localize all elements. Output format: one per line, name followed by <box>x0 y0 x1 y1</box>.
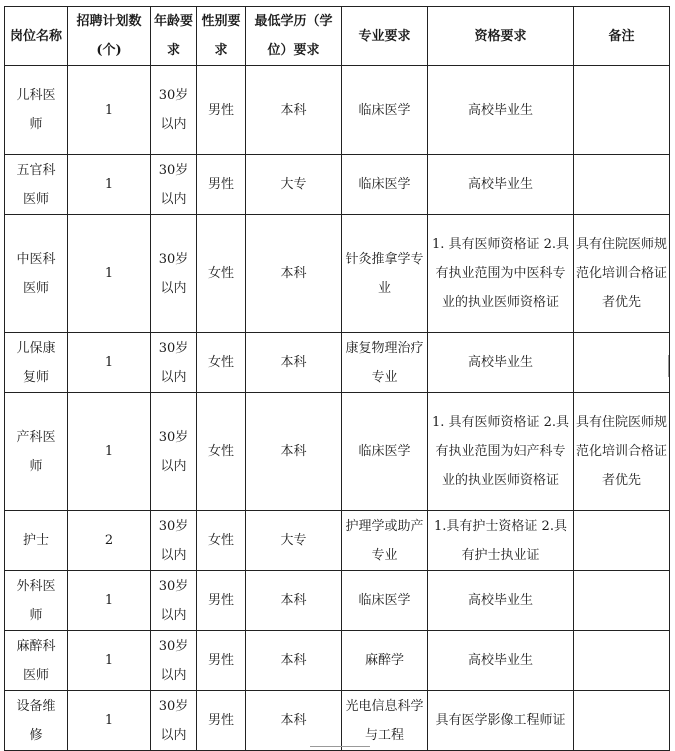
cell-remark: 具有住院医师规范化培训合格证者优先 <box>574 215 670 333</box>
cell-qualification: 1. 具有医师资格证 2.具有执业范围为中医科专业的执业医师资格证 <box>428 215 574 333</box>
table-row <box>5 691 670 751</box>
cell-count: 1 <box>68 571 151 631</box>
cell-education: 本科 <box>246 691 342 751</box>
table-row <box>5 333 670 393</box>
cell-qualification: 高校毕业生 <box>428 631 574 691</box>
cell-education: 本科 <box>246 393 342 511</box>
cell-age: 30岁以内 <box>151 333 197 393</box>
header-age: 年龄要求 <box>151 7 197 66</box>
header-count: 招聘计划数(个) <box>68 7 151 66</box>
cell-gender: 男性 <box>197 66 246 155</box>
cell-position: 中医科医师 <box>5 215 68 333</box>
cell-major: 康复物理治疗专业 <box>342 333 428 393</box>
header-row <box>5 7 670 66</box>
cell-position: 麻醉科医师 <box>5 631 68 691</box>
recruitment-table <box>4 6 670 751</box>
table-row <box>5 571 670 631</box>
cell-position: 儿科医师 <box>5 66 68 155</box>
cell-qualification: 1. 具有医师资格证 2.具有执业范围为妇产科专业的执业医师资格证 <box>428 393 574 511</box>
cell-major: 光电信息科学与工程 <box>342 691 428 751</box>
table-row <box>5 631 670 691</box>
cell-age: 30岁以内 <box>151 691 197 751</box>
table-row <box>5 511 670 571</box>
cell-education: 大专 <box>246 511 342 571</box>
cell-count: 1 <box>68 215 151 333</box>
cell-major: 针灸推拿学专业 <box>342 215 428 333</box>
cell-education: 本科 <box>246 66 342 155</box>
cell-age: 30岁以内 <box>151 215 197 333</box>
cell-qualification: 高校毕业生 <box>428 66 574 155</box>
cell-qualification: 高校毕业生 <box>428 155 574 215</box>
table-row <box>5 155 670 215</box>
cell-count: 1 <box>68 155 151 215</box>
cell-remark <box>574 66 670 155</box>
page-edge-mark <box>668 355 675 377</box>
cell-qualification: 1.具有护士资格证 2.具有护士执业证 <box>428 511 574 571</box>
cell-count: 1 <box>68 631 151 691</box>
cell-education: 本科 <box>246 571 342 631</box>
header-remark: 备注 <box>574 7 670 66</box>
header-major: 专业要求 <box>342 7 428 66</box>
cell-position: 儿保康复师 <box>5 333 68 393</box>
cell-gender: 男性 <box>197 631 246 691</box>
cell-qualification: 高校毕业生 <box>428 333 574 393</box>
header-position: 岗位名称 <box>5 7 68 66</box>
cell-remark <box>574 511 670 571</box>
cell-count: 1 <box>68 66 151 155</box>
table-row <box>5 393 670 511</box>
cell-position: 五官科医师 <box>5 155 68 215</box>
cell-major: 麻醉学 <box>342 631 428 691</box>
cell-remark <box>574 631 670 691</box>
cell-major: 临床医学 <box>342 155 428 215</box>
cell-count: 2 <box>68 511 151 571</box>
cell-gender: 男性 <box>197 691 246 751</box>
cell-count: 1 <box>68 333 151 393</box>
cell-qualification: 高校毕业生 <box>428 571 574 631</box>
cell-education: 本科 <box>246 333 342 393</box>
cell-education: 大专 <box>246 155 342 215</box>
cell-position: 外科医师 <box>5 571 68 631</box>
cell-remark <box>574 571 670 631</box>
cell-age: 30岁以内 <box>151 571 197 631</box>
cell-gender: 女性 <box>197 215 246 333</box>
cell-age: 30岁以内 <box>151 631 197 691</box>
header-education: 最低学历（学位）要求 <box>246 7 342 66</box>
cell-age: 30岁以内 <box>151 66 197 155</box>
cell-remark <box>574 155 670 215</box>
cell-remark <box>574 333 670 393</box>
cell-count: 1 <box>68 393 151 511</box>
cell-gender: 女性 <box>197 393 246 511</box>
cell-remark: 具有住院医师规范化培训合格证者优先 <box>574 393 670 511</box>
cell-position: 设备维修 <box>5 691 68 751</box>
cell-major: 临床医学 <box>342 571 428 631</box>
cell-education: 本科 <box>246 631 342 691</box>
cell-education: 本科 <box>246 215 342 333</box>
cell-qualification: 具有医学影像工程师证 <box>428 691 574 751</box>
cell-gender: 男性 <box>197 155 246 215</box>
cell-major: 护理学或助产专业 <box>342 511 428 571</box>
header-gender: 性别要求 <box>197 7 246 66</box>
cell-age: 30岁以内 <box>151 511 197 571</box>
table-row <box>5 215 670 333</box>
cell-count: 1 <box>68 691 151 751</box>
cell-major: 临床医学 <box>342 66 428 155</box>
cell-major: 临床医学 <box>342 393 428 511</box>
cell-gender: 女性 <box>197 511 246 571</box>
cell-position: 护士 <box>5 511 68 571</box>
cell-age: 30岁以内 <box>151 393 197 511</box>
cell-age: 30岁以内 <box>151 155 197 215</box>
page-bottom-rule <box>310 746 370 747</box>
cell-gender: 男性 <box>197 571 246 631</box>
cell-gender: 女性 <box>197 333 246 393</box>
header-qualification: 资格要求 <box>428 7 574 66</box>
cell-position: 产科医师 <box>5 393 68 511</box>
cell-remark <box>574 691 670 751</box>
table-row <box>5 66 670 155</box>
